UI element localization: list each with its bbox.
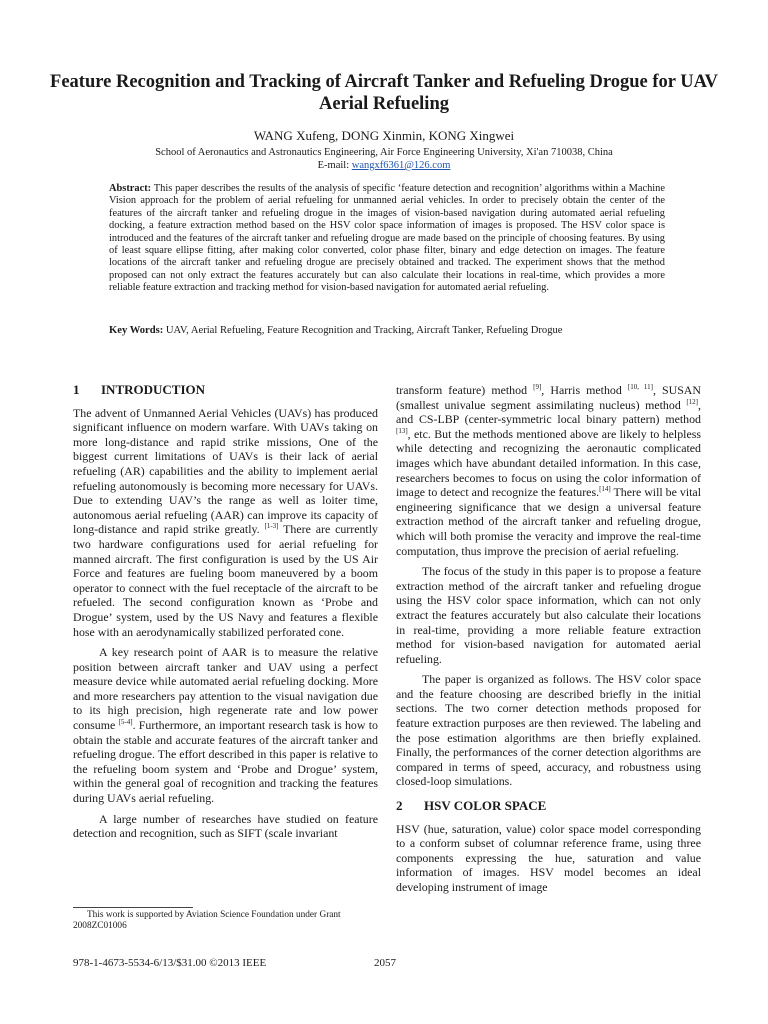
email-line <box>40 159 728 172</box>
paragraph-text: , SUSAN (smallest univalue segment assimilating nucleus) method <box>396 383 701 412</box>
intro-paragraph-4 <box>396 383 701 558</box>
section-number: 2 <box>396 798 403 814</box>
intro-paragraph-1 <box>73 406 378 640</box>
email-label: E-mail: <box>317 160 350 171</box>
left-column <box>73 383 378 847</box>
citation: [12] <box>686 397 699 406</box>
paragraph-text: transform feature) method <box>396 383 528 397</box>
section-title: HSV COLOR SPACE <box>424 798 547 814</box>
keywords <box>109 324 665 337</box>
abstract-text: This paper describes the results of the analysis of specific ‘feature detection and recognition’ algorithms within a Machine Vision approach for the problem of aerial refueling for unmanned aerial vehicles. In order to precisely obtain the center of the features of the aircraft tanker and refueling drogue in the images of vision-based navigation during automated aerial refueling docking, a feature extraction method based on the HSV color space information of images is proposed. The HSV color space is introduced and the features of the aircraft tanker and refueling drogue are made based on the principle of choosing features. By using of least square ellipse fitting, after making color converted, color phase filter, binary and edge detection on images. The feature locations of the aircraft tanker and refueling drogue are precisely obtained and tracked. The experiment shows that the method proposed can not only extract the features accurately but can also calculate their locations in real-time, which provides a more reliable feature extraction and tracking method for vision-based navigation for automated aerial refueling. <box>109 183 665 294</box>
affiliation: School of Aeronautics and Astronautics Engineering, Air Force Engineering University, Xi'an 710038, China <box>155 147 613 158</box>
intro-paragraph-2 <box>73 645 378 806</box>
citation: [10, 11] <box>627 383 653 392</box>
section-heading-introduction <box>73 383 378 398</box>
email-link[interactable]: wangxf6361@126.com <box>351 160 451 171</box>
isbn-copyright: 978-1-4673-5534-6/13/$31.00 ©2013 IEEE <box>73 957 267 969</box>
authors: WANG Xufeng, DONG Xinmin, KONG Xingwei <box>253 128 515 143</box>
keywords-label: Key Words: <box>109 325 164 336</box>
paragraph-text: , and CS-LBP (center-symmetric local binary pattern) method <box>396 397 701 427</box>
paragraph-text: There will be vital engineering significance that we design a universal feature extraction method of the aircraft tanker and refueling drogue, which will both promise the veracity and improve the real-time computation, thus improve the precision of aerial refueling. <box>396 485 702 558</box>
citation: [13] <box>396 426 408 435</box>
paragraph-text: . Furthermore, an important research task is how to obtain the stable and accurate features of the aircraft tanker and refueling drogue. The effort described in this paper is relative to the refueling boom system and ‘Probe and Drogue’ system, within the general goal of recognition and tracking the features during UAVs aerial refueling. <box>73 718 378 806</box>
intro-paragraph-5: The focus of the study in this paper is to propose a feature extraction method of the aircraft tanker and refueling drogue using the HSV color space information, which can not only extract the features accurately but also calculate their locations in real-time, providing a more reliable feature extraction method for vision-based navigation for automated aerial refueling. <box>396 564 701 666</box>
section-heading-hsv <box>396 799 701 814</box>
citation: [9] <box>533 383 542 392</box>
section-number: 1 <box>73 382 80 397</box>
abstract <box>109 183 665 295</box>
section-title: INTRODUCTION <box>101 382 206 397</box>
paragraph-text: There are currently two hardware configurations used for aerial refueling for manned aircraft. The first configuration is used by the US Air Force and features are fueling boom maneuvered by a boom operator to connect with the fuel receptacle of the aircraft to be refueled. The second configuration known as ‘Probe and Drogue’ system, used by the US Navy and features a flexible hose with an aerodynamically stabilized perforated cone. <box>73 522 378 639</box>
abstract-label: Abstract: <box>109 183 152 194</box>
page-number: 2057 <box>374 957 396 969</box>
hsv-paragraph-1: HSV (hue, saturation, value) color space model corresponding to a conform subset of columnar reference frame, using three components expressing the hue, saturation and value information of images. HSV model becomes an ideal developing instrument of image <box>396 821 701 894</box>
citation: [1-3] <box>264 522 279 531</box>
footnote-divider <box>73 907 193 908</box>
paragraph-text: , etc. But the methods mentioned above are likely to helpless while detecting and recognizing the aeronautic complicated images which have abundant detailed information. In this case, researchers becomes to focus on using the color information of image to detect and recognize the features. <box>396 426 701 500</box>
paragraph-text: A key research point of AAR is to measure the relative position between aircraft tanker and UAV using a perfect measure device while automated aerial refueling docking. More and more researchers pay attention to the visual navigation due to its high precision, high regenerate rate and low power consume <box>73 645 378 733</box>
citation: [14] <box>599 485 611 494</box>
paper-title: Feature Recognition and Tracking of Aircraft Tanker and Refueling Drogue for UAV Aerial Refueling <box>50 72 718 114</box>
intro-paragraph-6: The paper is organized as follows. The HSV color space and the feature choosing are described briefly in the initial sections. The two corner detection methods proposed for feature extraction purposes are then reviewed. The labeling and the pose estimation algorithms are then briefly explained. Finally, the performances of the corner detection algorithms are compared in terms of speed, accuracy, and robustness using closed-loop simulations. <box>396 672 701 789</box>
paragraph-text: The advent of Unmanned Aerial Vehicles (UAVs) has produced significant influence on modern warfare. With UAVs taking on more long-distance and rapid strike missions, One of the biggest current limitations of UAVs is their lack of aerial refueling (AR) capabilities and the ability to implement aerial refueling autonomously is becoming more necessary for UAVs. Due to extending UAV’s the range as well as loiter time, autonomous aerial refueling (AAR) can improve its capacity of long-distance and rapid strike greatly. <box>73 405 378 537</box>
keywords-text: UAV, Aerial Refueling, Feature Recognition and Tracking, Aircraft Tanker, Refueling Drogue <box>165 325 563 336</box>
citation: [5-4] <box>118 718 133 727</box>
paragraph-text: , Harris method <box>541 383 622 397</box>
intro-paragraph-3: A large number of researches have studied on feature detection and recognition, such as SIFT (scale invariant <box>73 811 378 841</box>
footnote: This work is supported by Aviation Science Foundation under Grant 2008ZC01006 <box>73 910 341 931</box>
right-column <box>396 383 701 901</box>
